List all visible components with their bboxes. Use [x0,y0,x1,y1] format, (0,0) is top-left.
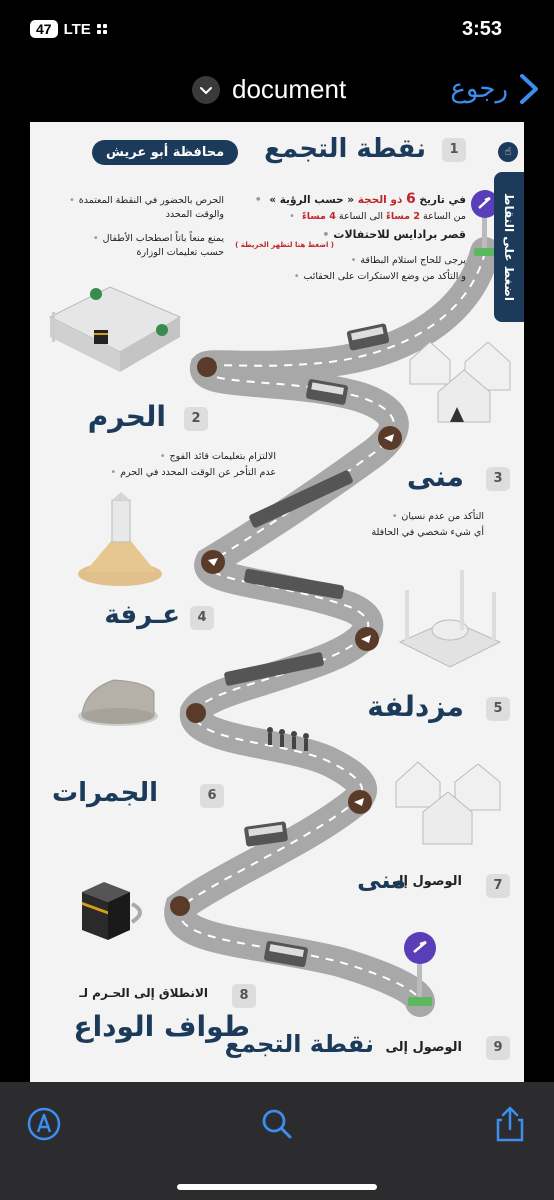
step-3-title: منى [406,460,464,493]
hand-tap-icon: ☝ [498,142,518,162]
stop-marker-6[interactable] [186,703,206,723]
document-title-menu[interactable] [192,74,346,105]
back-label: رجوع [450,74,508,104]
share-icon[interactable] [490,1104,530,1144]
step-9-number: 9 [486,1036,510,1060]
search-icon[interactable] [257,1104,297,1144]
step-2-note-2: عدم التأخر عن الوقت المحدد في الحرم • [110,466,276,480]
chevron-down-icon[interactable] [192,76,220,104]
step-1-stickers-note: و التأكد من وضع الاستكرات على الحقائب • [294,270,466,284]
stop-marker-3[interactable] [378,426,402,450]
stop-marker-8[interactable] [170,896,190,916]
navigation-bar [0,62,554,122]
step-3-number: 3 [486,467,510,491]
step-1-cards-note: يرجى للحاج استلام البطاقة • [351,254,466,268]
muzdalifah-mosque-illustration [400,570,500,667]
step-7-prefix: الوصول إلى [385,874,462,889]
step-2-title: الحرم [87,400,166,433]
markup-icon[interactable] [24,1104,64,1144]
step-1-time: من الساعة 2 مساءً الى الساعة 4 مساءً • [289,210,466,224]
document-title: document [232,74,347,104]
stop-marker-2[interactable] [197,357,217,377]
step-6-title: الجمرات [51,778,158,808]
carrier-info [30,20,107,38]
step-2-number: 2 [184,407,208,431]
step-1-attendance-note: الحرص بالحضور في النقطة المعتمدة • [69,194,224,208]
home-indicator[interactable] [177,1184,377,1190]
map-link[interactable]: ( اضغط هنا لتظهر الخريطة ) [235,241,334,249]
step-3-note-1: التأكد من عدم نسيان • [392,510,484,524]
step-1-title: نقطة التجمع [264,134,426,164]
step-1-date: في تاريخ 6 ذو الحجة « حسب الرؤية » • [255,192,466,207]
mina-tents-illustration [410,342,510,422]
step-8-prefix: الانطلاق إلى الحـرم لـ [79,986,208,1000]
mina-tents-illustration-2 [396,762,500,844]
back-button[interactable] [450,72,540,106]
step-1-venue[interactable]: قصر برادايس للاحتفالات • [322,228,466,242]
kaaba-illustration [82,882,140,940]
step-9-title: نقطة التجمع [224,1030,374,1058]
step-1-children-note: يمنع منعاً باتاً اصطحاب الأطفال • [93,232,224,246]
network-label: LTE [63,20,91,38]
haram-mosque-illustration [50,287,180,372]
tap-points-label: اضغط على النقاط [502,192,516,302]
status-time: 3:53 [461,18,502,40]
battery-badge: 47 [30,20,58,38]
stop-marker-7[interactable] [348,790,372,814]
step-9-prefix: الوصول إلى [385,1040,462,1055]
chevron-right-icon [518,72,540,106]
step-8-title: طواف الوداع [73,1010,250,1043]
stop-marker-4[interactable] [201,550,225,574]
step-3-note-2: أي شيء شخصي في الحافلة [371,527,484,538]
district-pill: محافظة أبو عريش [92,140,238,165]
step-1-number: 1 [442,138,466,162]
step-5-title: مزدلفة [367,690,464,723]
step-2-note-1: الالتزام بتعليمات قائد الفوج • [160,450,276,464]
signal-icon [97,24,107,34]
step-5-number: 5 [486,697,510,721]
step-7-title: منى [357,866,406,894]
step-8-number: 8 [232,984,256,1008]
status-bar [0,0,554,62]
step-4-title: عـرفة [104,600,180,630]
step-7-number: 7 [486,874,510,898]
bottom-toolbar [0,1082,554,1200]
document-page[interactable] [30,122,524,1082]
step-1-children-note-2: حسب تعليمات الوزارة [136,247,224,258]
tap-points-tab[interactable] [494,172,524,322]
stop-marker-5[interactable] [355,627,379,651]
jamarat-pillar-illustration [78,680,158,726]
arafat-mount-illustration [78,492,162,586]
step-6-number: 6 [200,784,224,808]
step-1-attendance-note-2: والوقت المحدد [165,209,224,220]
step-4-number: 4 [190,606,214,630]
